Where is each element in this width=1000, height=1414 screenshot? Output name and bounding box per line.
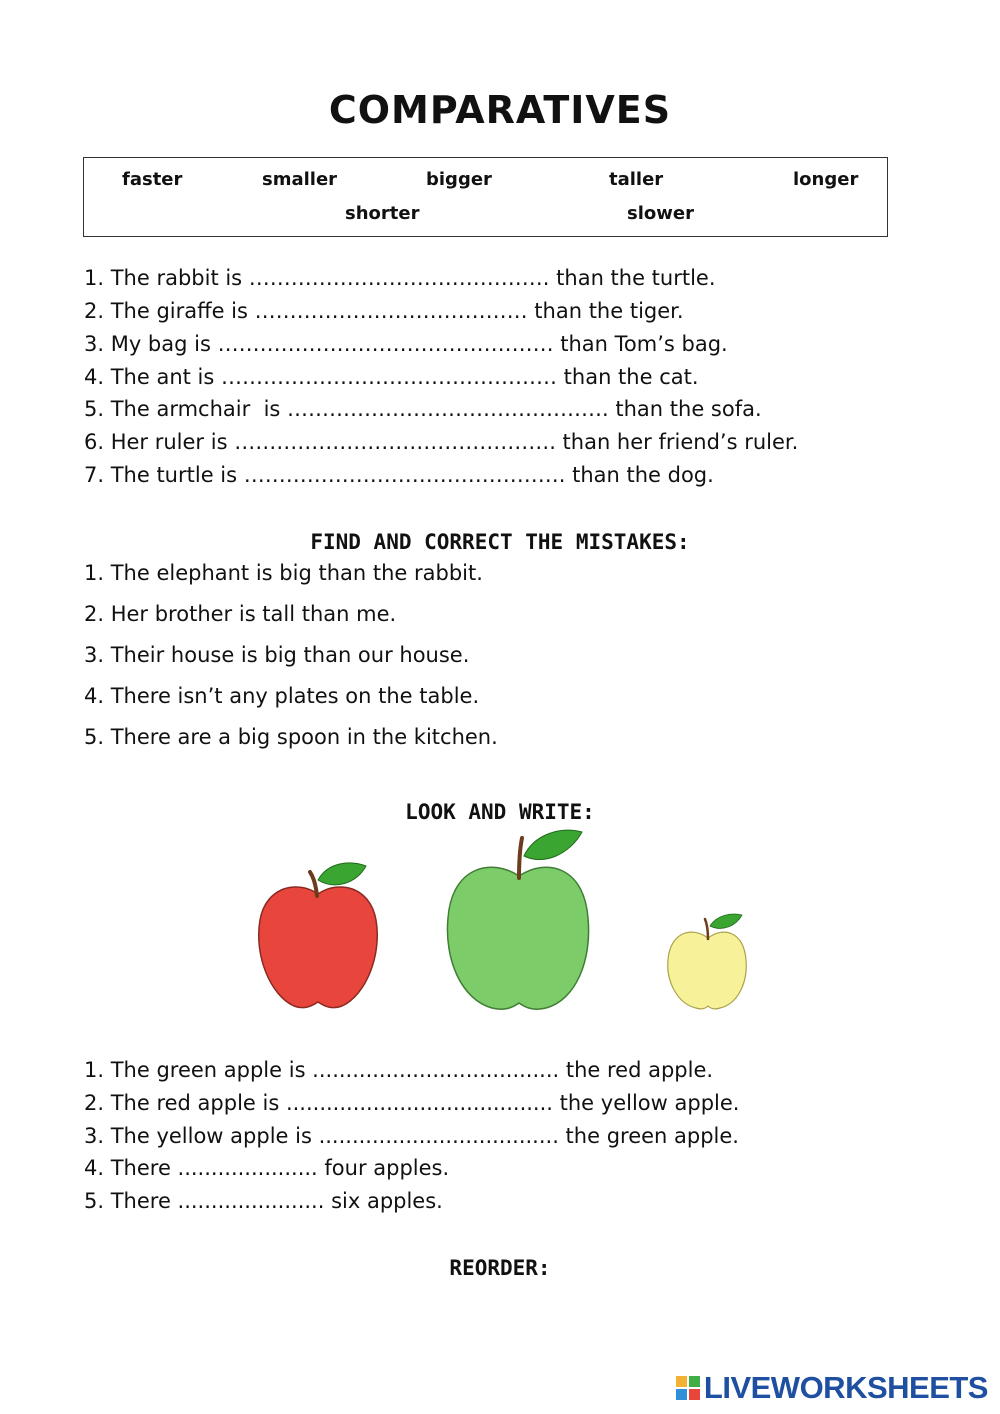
mistake-sentence: 1. The elephant is big than the rabbit. <box>84 561 483 585</box>
look-sentence: 3. The yellow apple is .................................... the green apple. <box>84 1124 739 1148</box>
word-bank-item: slower <box>627 203 694 224</box>
word-bank-item: faster <box>122 169 183 190</box>
word-bank-item: longer <box>793 169 859 190</box>
fill-sentence: 5. The armchair is ………………………………………. than the sofa. <box>84 397 762 421</box>
fill-sentence: 2. The giraffe is ………………………………… than the tiger. <box>84 299 684 323</box>
mistake-sentence: 2. Her brother is tall than me. <box>84 602 397 626</box>
fill-sentence: 4. The ant is ………………………………………… than the cat. <box>84 365 699 389</box>
look-sentence: 2. The red apple is ........................................ the yellow apple. <box>84 1091 740 1115</box>
reorder-heading: REORDER: <box>449 1256 551 1280</box>
page-title: COMPARATIVES <box>328 88 672 132</box>
liveworksheets-logo[interactable] <box>674 1371 988 1405</box>
look-heading: LOOK AND WRITE: <box>405 800 595 824</box>
word-bank <box>83 157 888 237</box>
fill-sentence: 7. The turtle is ………………………………………. than the dog. <box>84 463 714 487</box>
look-sentence: 5. There ...................... six apples. <box>84 1189 443 1213</box>
word-bank-item: bigger <box>426 169 492 190</box>
liveworksheets-logo-icon <box>674 1374 702 1402</box>
green-apple <box>447 830 588 1009</box>
fill-sentence: 1. The rabbit is ……………………………………. than the turtle. <box>84 266 716 290</box>
mistake-sentence: 3. Their house is big than our house. <box>84 643 470 667</box>
logo-text: LIVEWORKSHEETS <box>703 1370 988 1405</box>
mistake-sentence: 5. There are a big spoon in the kitchen. <box>84 725 498 749</box>
mistake-sentence: 4. There isn’t any plates on the table. <box>84 684 480 708</box>
word-bank-item: shorter <box>345 203 420 224</box>
word-bank-item: smaller <box>262 169 338 190</box>
mistakes-heading: FIND AND CORRECT THE MISTAKES: <box>310 530 690 554</box>
red-apple <box>259 863 378 1008</box>
look-sentence: 4. There ..................... four apples. <box>84 1156 450 1180</box>
yellow-apple <box>668 914 746 1009</box>
look-sentence: 1. The green apple is ..................................... the red apple. <box>84 1058 714 1082</box>
fill-sentence: 3. My bag is ………………………………………… than Tom’s bag. <box>84 332 728 356</box>
fill-sentence: 6. Her ruler is ………………………………………. than her friend’s ruler. <box>84 430 799 454</box>
apples-illustration <box>230 820 790 1030</box>
word-bank-item: taller <box>609 169 664 190</box>
